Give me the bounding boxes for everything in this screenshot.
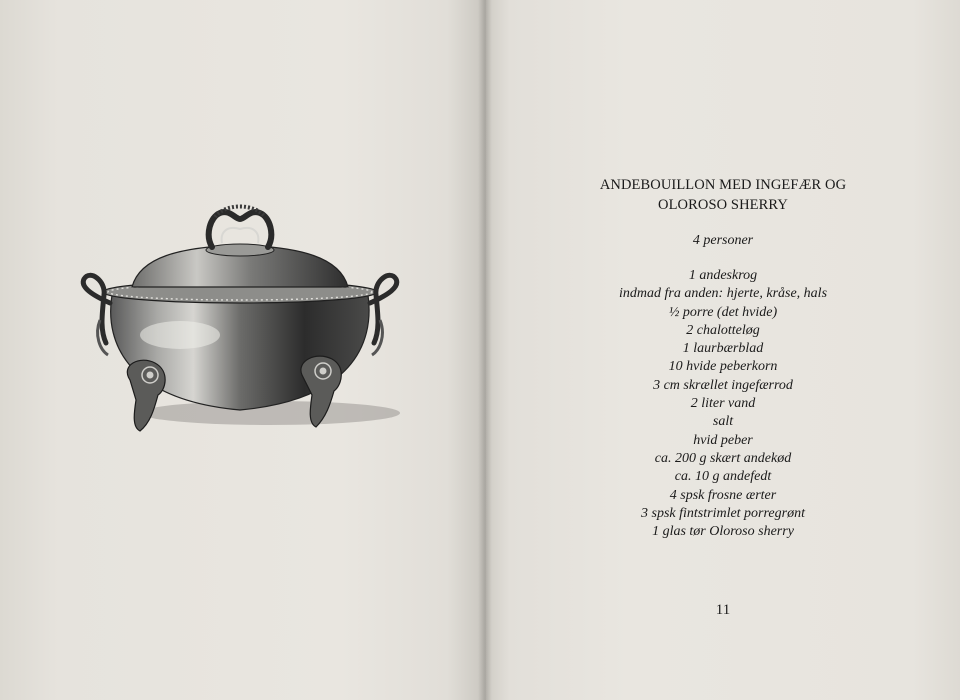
recipe-block <box>486 175 960 541</box>
ingredient-item: ½ porre (det hvide) <box>668 304 778 320</box>
lid-handle-inner <box>222 228 259 243</box>
ingredient-item: 1 glas tør Oloroso sherry <box>652 524 794 540</box>
left-foot <box>127 360 165 431</box>
ingredient-item: indmad fra anden: hjerte, kråse, hals <box>618 286 828 302</box>
recipe-title <box>486 175 960 215</box>
ingredient-item: 1 laurbærblad <box>682 341 764 357</box>
soup-tureen-illustration <box>70 195 420 455</box>
ingredient-item: 2 chalotteløg <box>686 322 760 338</box>
ingredient-item: 4 spsk frosne ærter <box>669 487 777 503</box>
ingredient-item: 1 andeskrog <box>688 268 758 283</box>
ingredient-item: 2 liter vand <box>690 396 756 412</box>
ingredient-item: 3 spsk fintstrimlet porregrønt <box>641 505 805 521</box>
recipe-servings: 4 personer <box>692 233 754 248</box>
ingredient-item: ca. 200 g skært andekød <box>654 450 792 466</box>
lid-top <box>206 244 274 256</box>
ingredient-item: 3 cm skrællet ingefærrod <box>653 377 793 393</box>
ingredient-item: ca. 10 g andefedt <box>674 469 772 485</box>
page-number: 11 <box>715 602 731 618</box>
tureen-highlight <box>140 321 220 349</box>
recipe-title-line-1: ANDEBOUILLON MED INGEFÆR OG <box>599 177 847 193</box>
ingredient-item: salt <box>712 414 734 430</box>
ingredient-item: hvid peber <box>693 432 753 448</box>
recipe-title-line-2: OLOROSO SHERRY <box>658 197 788 213</box>
ingredient-item: 10 hvide peberkorn <box>668 359 778 375</box>
ingredient-list <box>486 267 960 541</box>
